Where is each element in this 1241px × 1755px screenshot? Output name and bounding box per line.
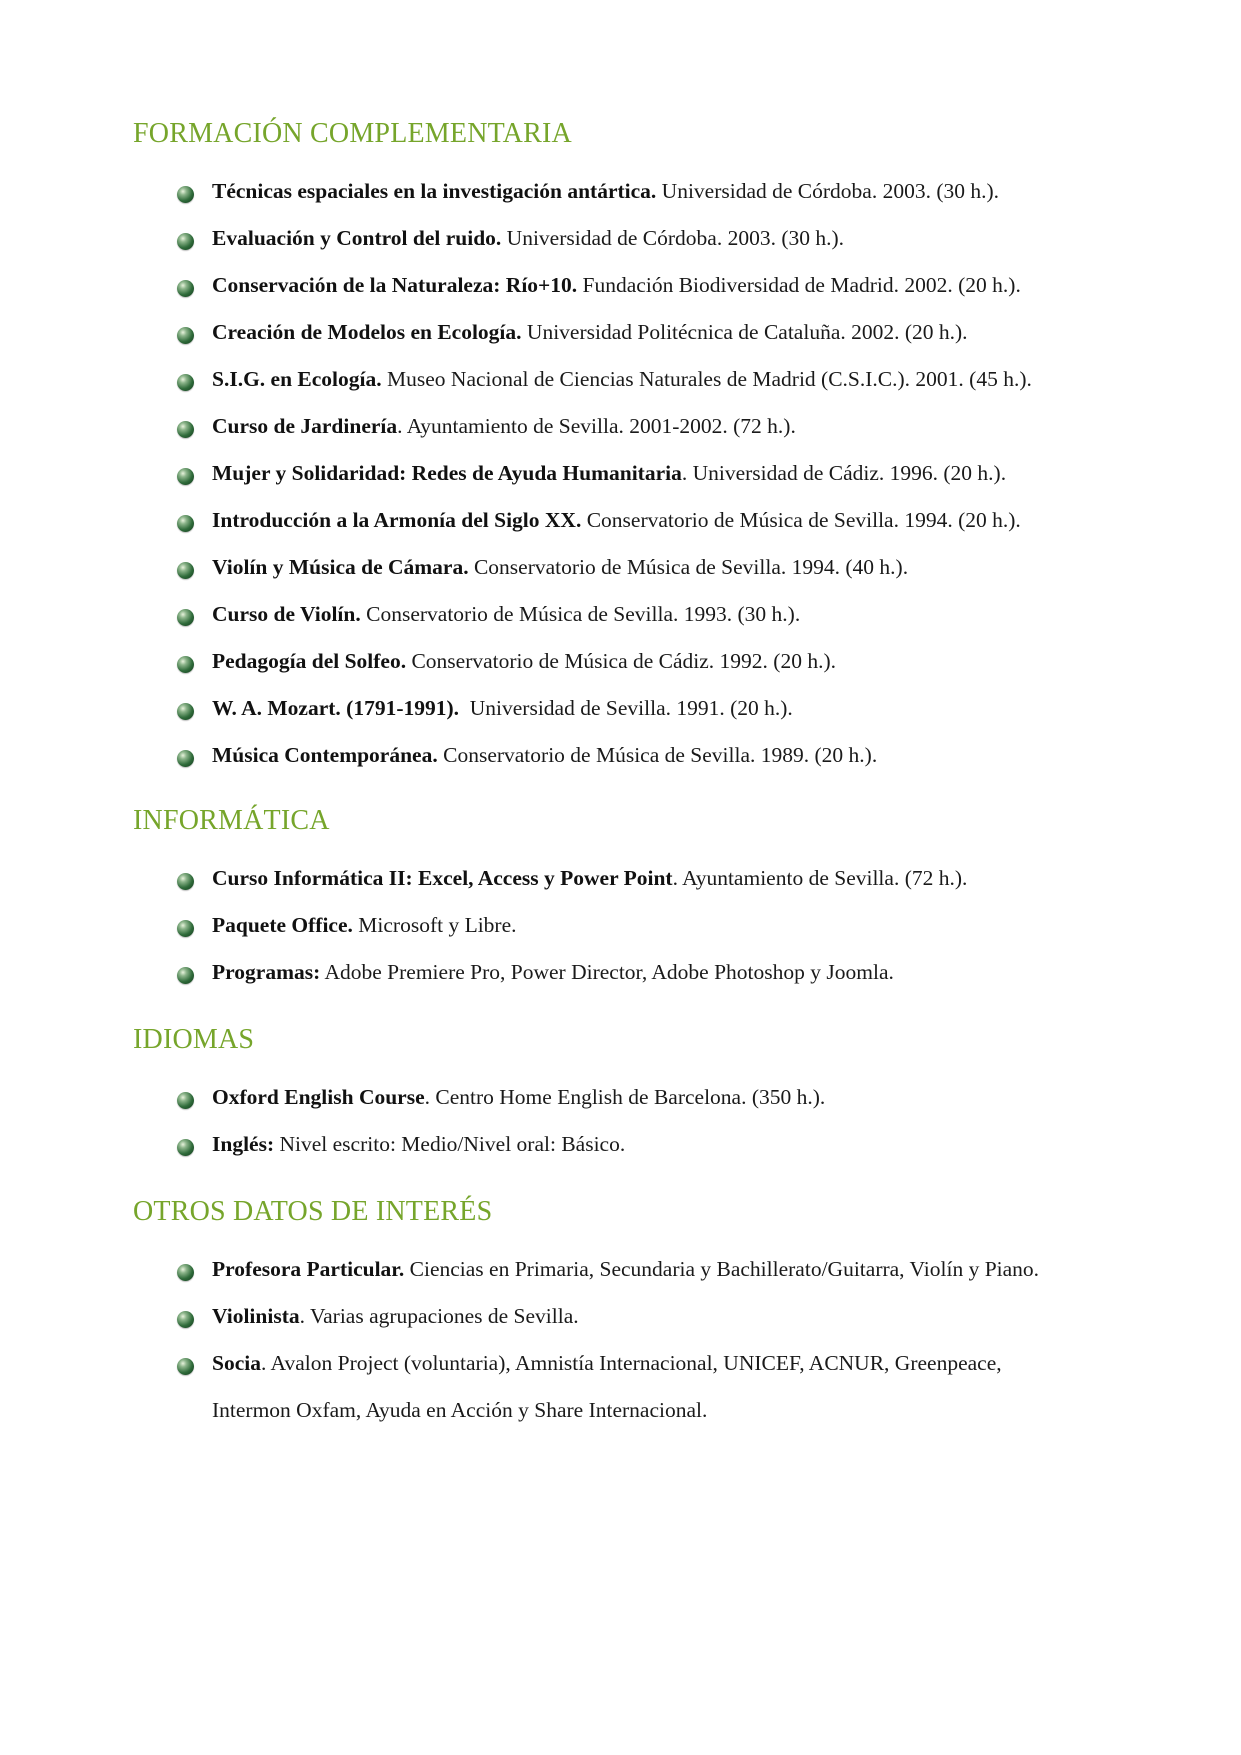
item-text [212,403,796,450]
item-detail: Conservatorio de Música de Sevilla. 1993. (30 h.). [360,602,801,626]
item-detail: Conservatorio de Música de Sevilla. 1994. (20 h.). [581,508,1021,532]
bullet-icon [177,1311,194,1328]
item-text [212,949,894,996]
item-text [212,262,1021,309]
list-item [0,454,1241,494]
bullet-icon [177,1264,194,1281]
item-text [212,309,968,356]
bullet-icon [177,186,194,203]
item-text [212,450,1006,497]
list-item [0,859,1241,899]
item-title: Violín y Música de Cámara. [212,555,469,579]
item-detail: Universidad de Sevilla. 1991. (20 h.). [459,696,793,720]
bullet-icon [177,233,194,250]
bullet-icon [177,609,194,626]
section-title: INFORMÁTICA [133,805,330,836]
item-detail: Universidad Politécnica de Cataluña. 2002. (20 h.). [521,320,968,344]
list-item [0,1125,1241,1165]
item-detail: Conservatorio de Música de Sevilla. 1994. (40 h.). [468,555,909,579]
item-title: Curso de Jardinería [212,414,398,438]
list-item [0,548,1241,588]
item-text [212,902,517,949]
list-item [0,219,1241,259]
item-title: Inglés: [212,1132,275,1156]
list-item [0,1344,1241,1438]
item-detail: . Varias agrupaciones de Sevilla. [299,1304,579,1328]
bullet-icon [177,374,194,391]
item-detail: . Ayuntamiento de Sevilla. (72 h.). [672,866,968,890]
item-text [212,591,800,638]
list-item [0,595,1241,635]
list-item [0,407,1241,447]
item-title: Mujer y Solidaridad: Redes de Ayuda Humanitaria [212,461,682,485]
item-detail: . Avalon Project (voluntaria), Amnistía Internacional, UNICEF, ACNUR, Greenpeace, [260,1351,1002,1375]
item-title: Curso Informática II: Excel, Access y Power Point [212,866,673,890]
list-item [0,313,1241,353]
item-text [212,1121,625,1168]
list-item [0,1297,1241,1337]
item-text [212,855,967,902]
item-text [212,215,844,262]
item-continuation: Intermon Oxfam, Ayuda en Acción y Share Internacional. [212,1398,708,1422]
bullet-icon [177,327,194,344]
item-detail: Fundación Biodiversidad de Madrid. 2002. (20 h.). [577,273,1021,297]
item-detail: Conservatorio de Música de Cádiz. 1992. (20 h.). [406,649,836,673]
section-title: OTROS DATOS DE INTERÉS [133,1196,493,1227]
item-title: Oxford English Course [212,1085,425,1109]
item-text [212,168,999,215]
list-item [0,642,1241,682]
bullet-icon [177,656,194,673]
item-text [212,638,836,685]
item-title: Profesora Particular. [212,1257,405,1281]
item-title: Creación de Modelos en Ecología. [212,320,522,344]
item-text [212,732,877,779]
bullet-icon [177,750,194,767]
item-title: Programas: [212,960,321,984]
list-item [0,266,1241,306]
list-item [0,360,1241,400]
list-item [0,172,1241,212]
item-detail: Nivel escrito: Medio/Nivel oral: Básico. [274,1132,626,1156]
item-text [212,356,1032,403]
item-title: W. A. Mozart. (1791-1991). [212,696,460,720]
item-title: Música Contemporánea. [212,743,438,767]
item-detail: Microsoft y Libre. [352,913,517,937]
bullet-icon [177,703,194,720]
item-detail: Adobe Premiere Pro, Power Director, Adobe Photoshop y Joomla. [320,960,894,984]
item-text [212,1340,1002,1387]
item-detail: . Universidad de Cádiz. 1996. (20 h.). [681,461,1007,485]
bullet-icon [177,873,194,890]
item-detail: Universidad de Córdoba. 2003. (30 h.). [656,179,1000,203]
item-title: Pedagogía del Solfeo. [212,649,407,673]
list-item [0,906,1241,946]
item-detail: . Ayuntamiento de Sevilla. 2001-2002. (72 h.). [397,414,796,438]
item-text [212,544,908,591]
bullet-icon [177,1092,194,1109]
item-title: Violinista [212,1304,300,1328]
list-item [0,689,1241,729]
item-text [212,685,793,732]
item-detail: . Centro Home English de Barcelona. (350 h.). [424,1085,826,1109]
item-title: Curso de Violín. [212,602,361,626]
list-item [0,501,1241,541]
bullet-icon [177,280,194,297]
section-title: FORMACIÓN COMPLEMENTARIA [133,118,572,149]
item-detail: Ciencias en Primaria, Secundaria y Bachillerato/Guitarra, Violín y Piano. [404,1257,1040,1281]
item-title: Conservación de la Naturaleza: Río+10. [212,273,578,297]
bullet-icon [177,515,194,532]
item-title: S.I.G. en Ecología. [212,367,382,391]
item-text [212,1074,825,1121]
bullet-icon [177,562,194,579]
item-detail: Museo Nacional de Ciencias Naturales de Madrid (C.S.I.C.). 2001. (45 h.). [381,367,1032,391]
section-title: IDIOMAS [133,1024,255,1055]
list-item [0,1078,1241,1118]
list-item [0,1250,1241,1290]
list-item [0,736,1241,776]
bullet-icon [177,1358,194,1375]
list-item [0,953,1241,993]
item-title: Técnicas espaciales en la investigación antártica. [212,179,657,203]
item-title: Paquete Office. [212,913,353,937]
bullet-icon [177,1139,194,1156]
item-detail: Universidad de Córdoba. 2003. (30 h.). [501,226,845,250]
item-detail: Conservatorio de Música de Sevilla. 1989. (20 h.). [437,743,878,767]
item-text [212,497,1021,544]
item-text [212,1246,1039,1293]
item-title: Introducción a la Armonía del Siglo XX. [212,508,582,532]
item-text [212,1293,579,1340]
item-title: Evaluación y Control del ruido. [212,226,502,250]
bullet-icon [177,967,194,984]
item-title: Socia [212,1351,261,1375]
bullet-icon [177,468,194,485]
bullet-icon [177,421,194,438]
bullet-icon [177,920,194,937]
